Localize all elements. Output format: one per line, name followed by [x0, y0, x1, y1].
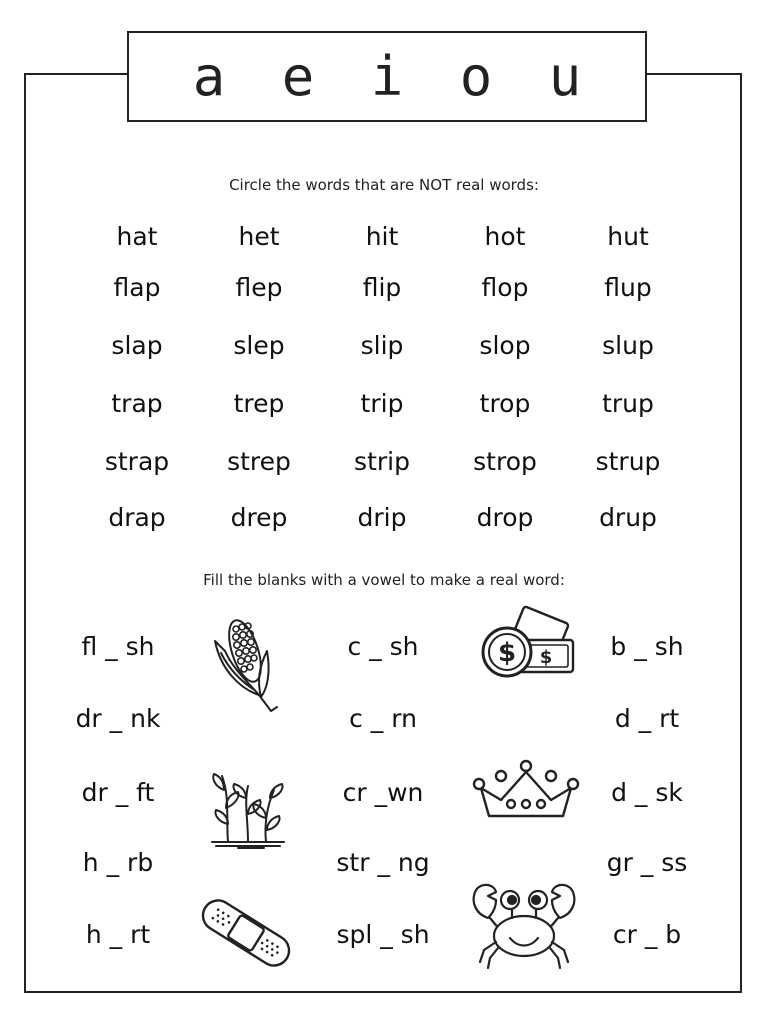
- word-item[interactable]: drep: [230, 503, 288, 532]
- fill-blank-word[interactable]: spl _ sh: [336, 920, 430, 949]
- word-item[interactable]: slep: [233, 331, 285, 360]
- fill-blank-word[interactable]: gr _ ss: [606, 848, 688, 877]
- instruction-fill-blanks: Fill the blanks with a vowel to make a real word:: [203, 571, 565, 589]
- fill-blank-word[interactable]: h _ rt: [85, 920, 151, 949]
- word-item[interactable]: flop: [481, 273, 529, 302]
- word-item[interactable]: strip: [354, 447, 410, 476]
- word-item[interactable]: flup: [604, 273, 652, 302]
- word-item[interactable]: hit: [365, 222, 399, 251]
- crab-icon: [466, 878, 582, 970]
- word-item[interactable]: trep: [233, 389, 285, 418]
- fill-blank-word[interactable]: fl _ sh: [81, 632, 155, 661]
- crown-icon: [471, 758, 581, 824]
- word-item[interactable]: drap: [108, 503, 166, 532]
- word-item[interactable]: flip: [362, 273, 402, 302]
- word-item[interactable]: strup: [595, 447, 661, 476]
- fill-blank-word[interactable]: dr _ ft: [81, 778, 155, 807]
- word-item[interactable]: drip: [357, 503, 407, 532]
- word-item[interactable]: trop: [479, 389, 531, 418]
- word-item[interactable]: strop: [473, 447, 537, 476]
- fill-blank-word[interactable]: c _ sh: [347, 632, 419, 661]
- word-item[interactable]: het: [238, 222, 280, 251]
- svg-text:$: $: [539, 647, 553, 668]
- money-icon: [477, 608, 577, 688]
- word-item[interactable]: trap: [111, 389, 163, 418]
- fill-blank-word[interactable]: c _ rn: [349, 704, 417, 733]
- fill-blank-word[interactable]: cr _wn: [342, 778, 424, 807]
- page-title: a e i o u: [192, 44, 594, 108]
- word-item[interactable]: hat: [116, 222, 158, 251]
- word-item[interactable]: slip: [360, 331, 404, 360]
- title-box: [127, 31, 647, 122]
- herb-plant-icon: [208, 768, 288, 853]
- bandage-icon: [196, 898, 296, 968]
- word-item[interactable]: slop: [479, 331, 531, 360]
- fill-blank-word[interactable]: d _ rt: [614, 704, 680, 733]
- fill-blank-word[interactable]: dr _ nk: [75, 704, 161, 733]
- word-item[interactable]: drup: [599, 503, 657, 532]
- word-item[interactable]: strep: [227, 447, 291, 476]
- word-item[interactable]: drop: [476, 503, 534, 532]
- word-item[interactable]: flap: [113, 273, 161, 302]
- word-item[interactable]: flep: [235, 273, 283, 302]
- corn-icon: [207, 611, 287, 721]
- word-item[interactable]: trip: [360, 389, 404, 418]
- svg-text:$: $: [497, 638, 517, 668]
- fill-blank-word[interactable]: d _ sk: [611, 778, 683, 807]
- fill-blank-word[interactable]: h _ rb: [82, 848, 154, 877]
- word-item[interactable]: strap: [104, 447, 170, 476]
- word-item[interactable]: slup: [602, 331, 654, 360]
- word-item[interactable]: trup: [602, 389, 654, 418]
- instruction-circle-words: Circle the words that are NOT real words:: [229, 176, 539, 194]
- fill-blank-word[interactable]: b _ sh: [610, 632, 684, 661]
- word-item[interactable]: hut: [607, 222, 649, 251]
- fill-blank-word[interactable]: str _ ng: [336, 848, 430, 877]
- word-item[interactable]: slap: [111, 331, 163, 360]
- fill-blank-word[interactable]: cr _ b: [612, 920, 682, 949]
- word-item[interactable]: hot: [484, 222, 526, 251]
